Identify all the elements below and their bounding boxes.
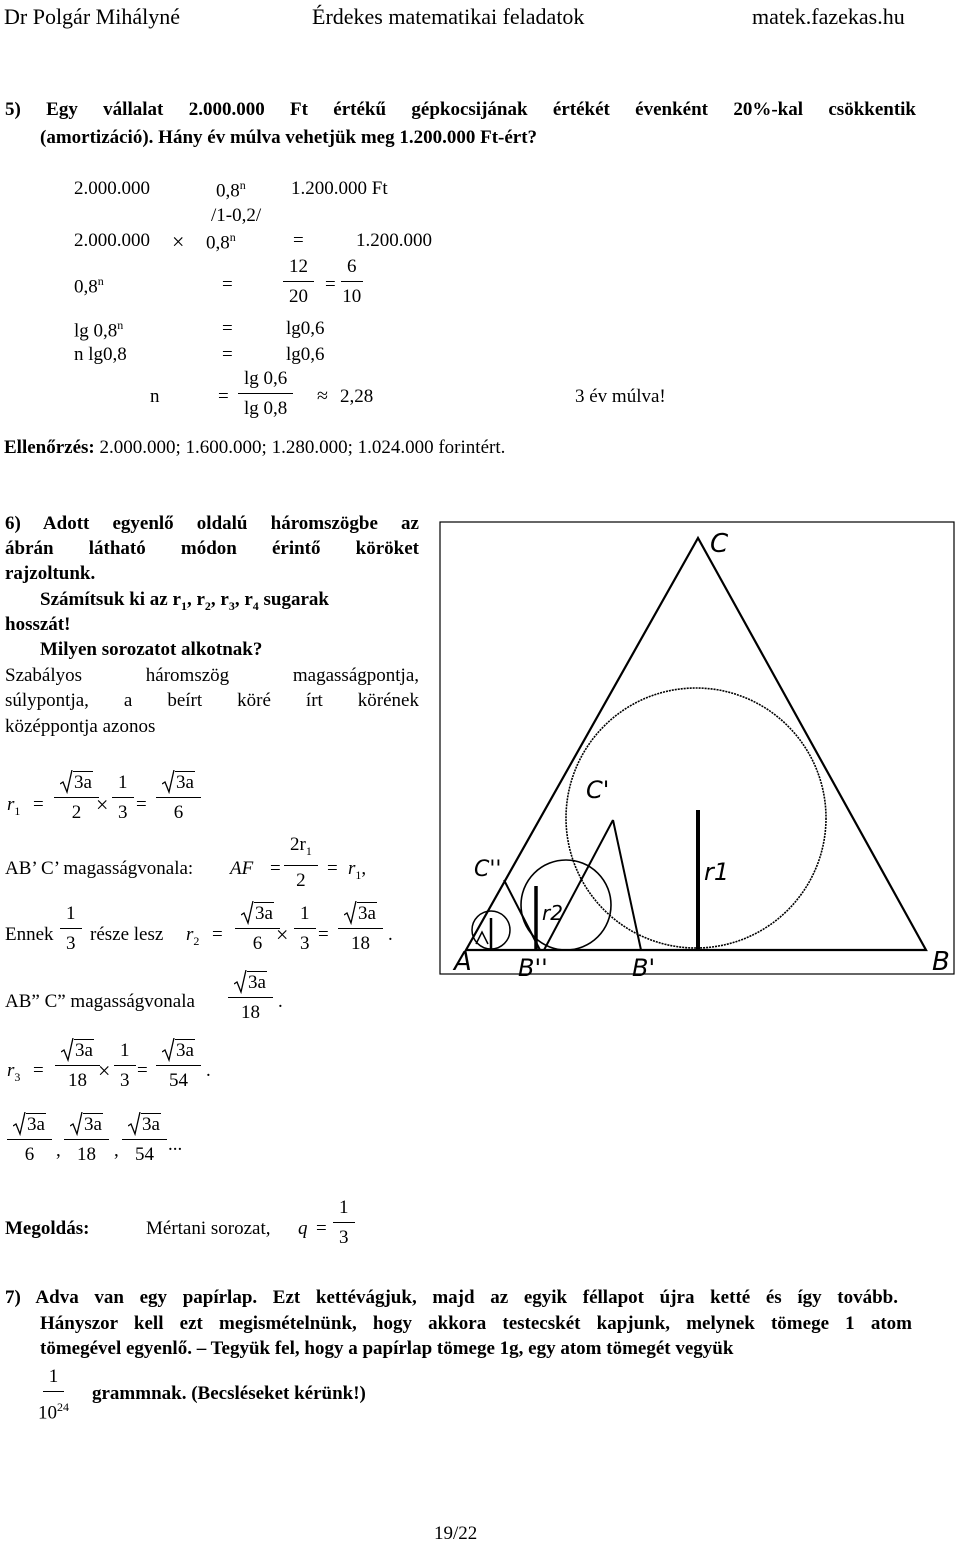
solution-text: Mértani sorozat, — [146, 1218, 271, 1239]
task5-r1c: 1.200.000 Ft — [291, 178, 388, 199]
task5-r5-rhs: lg0,6 — [286, 318, 325, 339]
equals-sign: = — [136, 794, 147, 815]
task5-check: Ellenőrzés: 2.000.000; 1.600.000; 1.280.000; 1.024.000 forintért. — [4, 437, 506, 458]
task5-r6-lhs: n lg0,8 — [74, 344, 127, 365]
fraction-sqrt3a-18: $\frac{3a}{18}$ — [338, 903, 383, 955]
label-C2: C'' — [474, 857, 502, 882]
equals-sign: = — [316, 1218, 327, 1239]
task6-p2: Számítsuk ki az $r_1$, $r_2$, $r_3$, $r_4$ sugarak — [40, 589, 329, 613]
solution-label: Megoldás: — [5, 1218, 90, 1239]
comma: , — [56, 1140, 61, 1161]
equals-sign: = — [327, 858, 338, 879]
segment-c1-b1prime — [613, 820, 641, 950]
equals-sign: = — [212, 924, 223, 945]
task7-line4: grammnak. (Becsléseket kérünk!) — [92, 1383, 366, 1404]
r2-mid: része lesz — [90, 924, 164, 945]
period: . — [388, 924, 393, 945]
equals-sign: = — [222, 318, 233, 339]
period: . — [278, 991, 283, 1012]
equals-sign: = — [33, 794, 44, 815]
task5-r5-lhs: lg 0,8$^n$ — [74, 318, 124, 342]
task5-r4-lhs: 0,8$^n$ — [74, 274, 104, 298]
task5-r3a: 2.000.000 — [74, 230, 150, 251]
times-sign: × — [172, 229, 185, 254]
task5-line1: 5) Egy vállalat 2.000.000 Ft értékű gépkocsijának értékét évenként 20%-kal csökkentik — [5, 99, 916, 120]
times-sign: × — [96, 792, 109, 817]
fraction-1-10pow24: $\frac{1}{10^{24}}$ — [38, 1366, 69, 1424]
task5-result-note: 3 év múlva! — [575, 386, 666, 407]
r2-pre: Ennek — [5, 924, 54, 945]
label-C: C — [710, 529, 729, 559]
task7-line2: Hányszor kell ezt megismételnünk, hogy akkora testecskét kapjunk, melynek tömege 1 atom — [40, 1313, 912, 1334]
task6-p1-line1: 6) Adott egyenlő oldalú háromszögbe az — [5, 513, 419, 534]
label-r1: r1 — [704, 858, 730, 886]
task7-line3: tömegével egyenlő. – Tegyük fel, hogy a papírlap tömege 1g, egy atom tömegét vegyük — [40, 1338, 734, 1359]
equals-sign: = — [33, 1060, 44, 1081]
task5-r7-lhs: n — [150, 386, 160, 407]
sequence-term-1: $\frac{3a}{6}$ — [7, 1114, 52, 1166]
times-sign: × — [98, 1058, 111, 1083]
task5-r6-rhs: lg0,6 — [286, 344, 325, 365]
sequence-term-3: $\frac{3a}{54}$ — [122, 1114, 167, 1166]
fraction-2r1-2: $\frac{2r_1}{2}$ — [284, 834, 318, 892]
equals-sign: = — [325, 274, 336, 295]
fraction-sqrt3a-54: $\frac{3a}{54}$ — [156, 1040, 201, 1092]
equals-sign: = — [222, 344, 233, 365]
equals-sign: = — [270, 858, 281, 879]
task6-p4-line3: középpontja azonos — [5, 716, 156, 737]
fraction-1-3: $\frac{1}{3}$ — [333, 1197, 355, 1249]
af-label: AB’ C’ magasságvonala: — [5, 858, 194, 879]
equals-sign: = — [318, 924, 329, 945]
fraction-sqrt3a-18: $\frac{3a}{18}$ — [228, 972, 273, 1024]
task5-r7-value: 2,28 — [340, 386, 374, 407]
fraction-1-3: $\frac{1}{3}$ — [112, 772, 134, 824]
task5-r1a: 2.000.000 — [74, 178, 150, 199]
r1-symbol: $r_1$, — [348, 858, 367, 882]
r2-symbol: $r_2$ — [186, 924, 200, 948]
task5-r3b: 0,8$^n$ — [206, 230, 236, 254]
task6-p4-line1: Szabályos háromszög magasságpontja, — [5, 665, 419, 686]
fraction-sqrt3a-6: $\frac{3a}{6}$ — [156, 772, 201, 824]
r3-symbol: $r_3$ — [7, 1060, 21, 1084]
triangle-figure — [436, 520, 956, 980]
task6-p2b: hosszát! — [5, 614, 71, 635]
task5-r1b: 0,8$^n$ — [216, 178, 246, 202]
fraction-1-3: $\frac{1}{3}$ — [294, 903, 316, 955]
label-B1: B' — [632, 954, 656, 980]
fraction-sqrt3a-6: $\frac{3a}{6}$ — [235, 903, 280, 955]
fraction-12-20: $\frac{12}{20}$ — [283, 256, 314, 308]
fraction-6-10: $\frac{6}{10}$ — [342, 256, 362, 307]
af-symbol: AF — [230, 858, 254, 879]
sequence-term-2: $\frac{3a}{18}$ — [64, 1114, 109, 1166]
task7-line1: 7) Adva van egy papírlap. Ezt kettévágjuk, majd az egyik féllapot újra ketté és így tovább. — [5, 1287, 898, 1308]
equals-sign: = — [218, 386, 229, 407]
label-A: A — [454, 947, 472, 977]
approx-sign: ≈ — [317, 385, 328, 407]
equals-sign: = — [222, 274, 233, 295]
label-C1: C' — [586, 776, 610, 804]
header-title: Érdekes matematikai feladatok — [312, 4, 585, 29]
ellipsis: ... — [168, 1134, 183, 1155]
fraction-1-3: $\frac{1}{3}$ — [114, 1040, 136, 1092]
label-B: B — [932, 947, 950, 977]
fraction-sqrt3a-2: $\frac{3a}{2}$ — [54, 772, 99, 824]
abc-label: AB” C” magasságvonala — [5, 991, 195, 1012]
equals-sign: = — [137, 1060, 148, 1081]
times-sign: × — [276, 922, 289, 947]
label-r2: r2 — [542, 901, 563, 925]
fraction-1-3: $\frac{1}{3}$ — [60, 903, 82, 955]
header-author: Dr Polgár Mihályné — [4, 4, 180, 29]
task6-p1-line2: ábrán látható módon érintő köröket — [5, 538, 419, 559]
task6-p1-line3: rajzoltunk. — [5, 563, 96, 584]
equals-sign: = — [293, 230, 304, 251]
comma: , — [114, 1140, 119, 1161]
task5-line2: (amortizáció). Hány év múlva vehetjük meg 1.200.000 Ft-ért? — [40, 127, 538, 148]
label-B2: B'' — [518, 954, 548, 980]
fraction-sqrt3a-18: $\frac{3a}{18}$ — [55, 1040, 100, 1092]
header-site: matek.fazekas.hu — [752, 4, 905, 29]
q-symbol: q — [298, 1218, 308, 1239]
task6-p4-line2: súlypontja, a beírt köré írt körének — [5, 690, 419, 711]
fraction-lg-ratio: $\frac{\lg 0,6}{\lg 0,8}$ — [238, 368, 293, 420]
task6-p3: Milyen sorozatot alkotnak? — [40, 639, 263, 660]
r1-symbol: $r_1$ — [7, 794, 21, 818]
page-number: 19/22 — [434, 1523, 478, 1544]
task5-r3c: 1.200.000 — [356, 230, 432, 251]
period: . — [206, 1060, 211, 1081]
task5-r2: /1-0,2/ — [211, 205, 262, 226]
